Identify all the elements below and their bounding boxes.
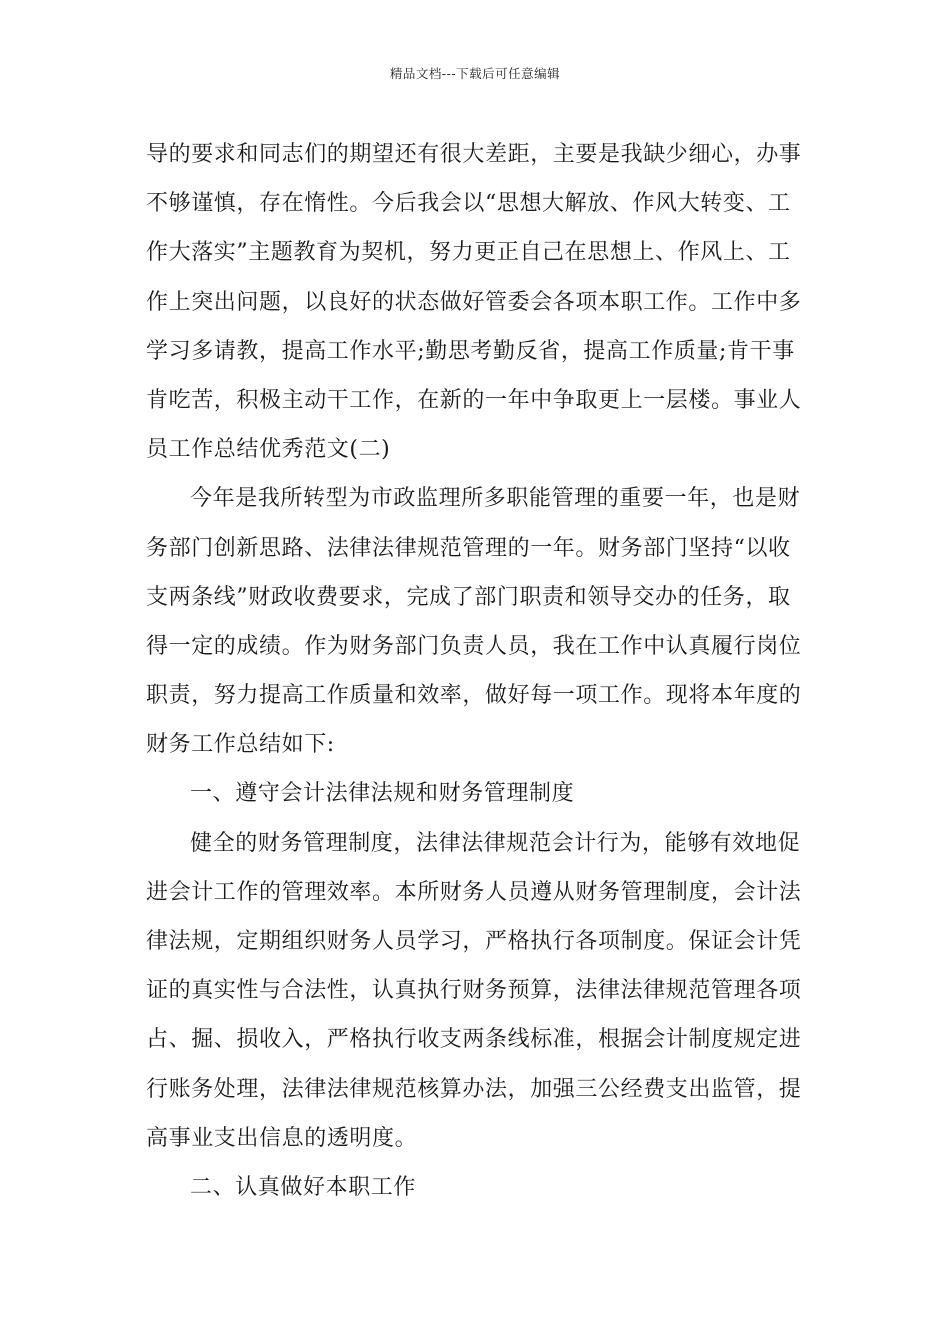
text-line: 作大落实”主题教育为契机，努力更正自己在思想上、作风上、工: [146, 240, 791, 266]
paragraph-start-line: 今年是我所转型为市政监理所多职能管理的重要一年，也是财: [190, 486, 801, 512]
text-line: 行账务处理，法律法律规范核算办法，加强三公经费支出监管，提: [146, 1076, 802, 1102]
text-line: 不够谨慎，存在惰性。今后我会以“思想大解放、作风大转变、工: [146, 191, 791, 217]
text-line: 律法规，定期组织财务人员学习，严格执行各项制度。保证会计凭: [146, 929, 802, 954]
heading-line: 一、遵守会计法律法规和财务管理制度: [190, 781, 575, 807]
text-line: 财务工作总结如下:: [146, 732, 335, 758]
text-line: 证的真实性与合法性，认真执行财务预算，法律法律规范管理各项: [146, 978, 802, 1004]
text-line: 作上突出问题，以良好的状态做好管委会各项本职工作。工作中多: [146, 289, 802, 315]
heading-line: 二、认真做好本职工作: [190, 1174, 417, 1200]
page-header: 精品文档---下载后可任意编辑: [389, 66, 561, 81]
text-line: 职责，努力提高工作质量和效率，做好每一项工作。现将本年度的: [146, 683, 802, 709]
document-body: [146, 130, 806, 1212]
text-line: 进会计工作的管理效率。本所财务人员遵从财务管理制度，会计法: [146, 879, 802, 905]
text-line: 支两条线”财政收费要求，完成了部门职责和领导交办的任务，取: [146, 584, 791, 610]
text-line: 肯吃苦，积极主动干工作，在新的一年中争取更上一层楼。事业人: [146, 387, 802, 413]
text-line: 高事业支出信息的透明度。: [146, 1125, 418, 1151]
text-line: 学习多请教，提高工作水平;勤思考勤反省，提高工作质量;肯干事: [146, 338, 795, 364]
text-line: 导的要求和同志们的期望还有很大差距，主要是我缺少细心，办事: [146, 142, 802, 167]
text-line: 务部门创新思路、法律法律规范管理的一年。财务部门坚持“以收: [146, 535, 791, 561]
paragraph-start-line: 健全的财务管理制度，法律法律规范会计行为，能够有效地促: [190, 830, 801, 856]
section-title-line: 员工作总结优秀范文(二): [146, 437, 391, 463]
text-line: 得一定的成绩。作为财务部门负责人员，我在工作中认真履行岗位: [146, 633, 802, 659]
text-line: 占、掘、损收入，严格执行收支两条线标准，根据会计制度规定进: [146, 1027, 802, 1053]
